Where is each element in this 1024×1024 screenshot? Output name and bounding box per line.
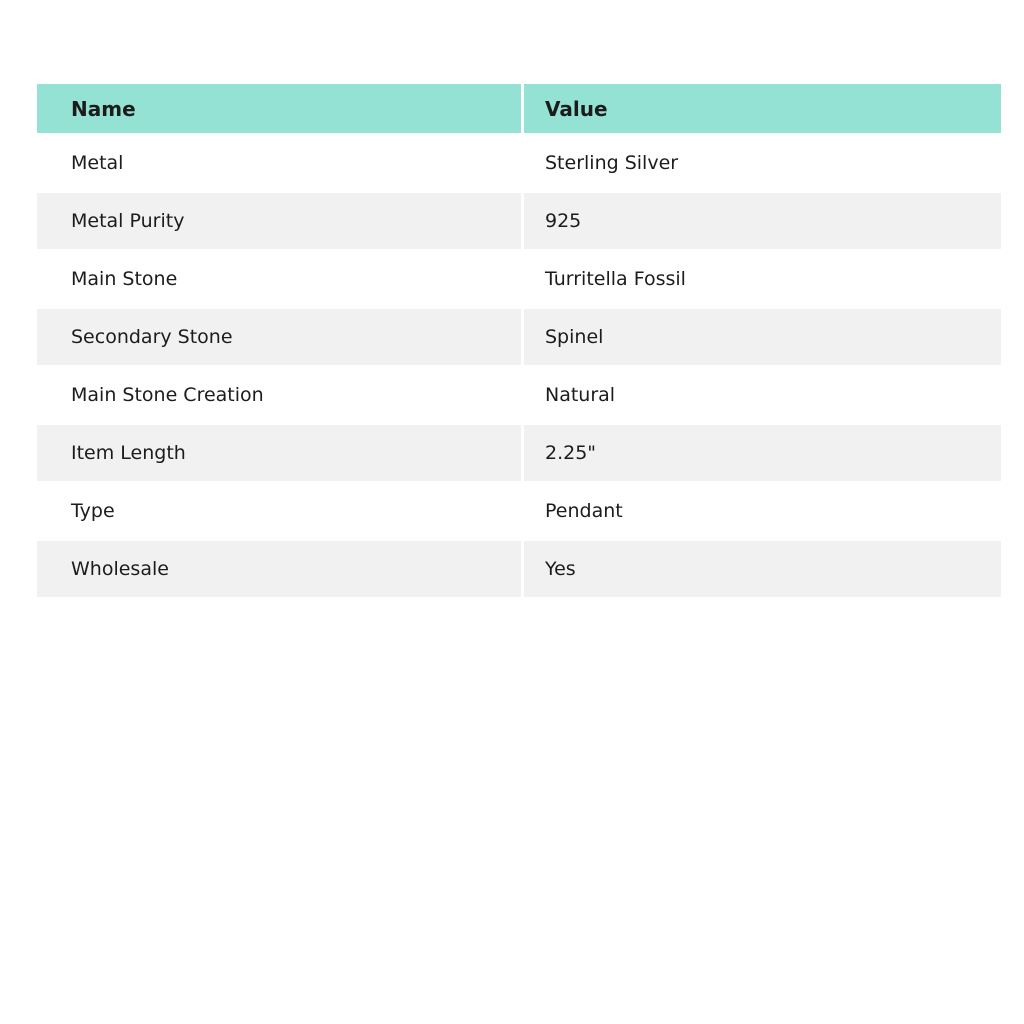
attribute-name: Main Stone Creation bbox=[37, 367, 521, 423]
table-row bbox=[37, 483, 1001, 539]
table-header-row bbox=[37, 84, 1001, 133]
attribute-value: Pendant bbox=[524, 483, 1001, 539]
attribute-name: Wholesale bbox=[37, 541, 521, 597]
attribute-name: Secondary Stone bbox=[37, 309, 521, 365]
table-row bbox=[37, 309, 1001, 365]
table-row bbox=[37, 425, 1001, 481]
attribute-value: Yes bbox=[524, 541, 1001, 597]
product-attributes-section bbox=[34, 82, 1004, 599]
attribute-value: 925 bbox=[524, 193, 1001, 249]
table-row bbox=[37, 193, 1001, 249]
attribute-value: 2.25" bbox=[524, 425, 1001, 481]
attribute-name: Main Stone bbox=[37, 251, 521, 307]
table-body bbox=[37, 135, 1001, 597]
table-row bbox=[37, 541, 1001, 597]
attribute-value: Turritella Fossil bbox=[524, 251, 1001, 307]
attribute-name: Metal bbox=[37, 135, 521, 191]
attribute-value: Natural bbox=[524, 367, 1001, 423]
table-row bbox=[37, 367, 1001, 423]
table-row bbox=[37, 251, 1001, 307]
attribute-name: Type bbox=[37, 483, 521, 539]
attribute-value: Spinel bbox=[524, 309, 1001, 365]
attribute-name: Item Length bbox=[37, 425, 521, 481]
table-row bbox=[37, 135, 1001, 191]
table-header bbox=[37, 84, 1001, 133]
attribute-value: Sterling Silver bbox=[524, 135, 1001, 191]
attribute-name: Metal Purity bbox=[37, 193, 521, 249]
product-attributes-table bbox=[34, 82, 1004, 599]
column-header-value: Value bbox=[524, 84, 1001, 133]
column-header-name: Name bbox=[37, 84, 521, 133]
